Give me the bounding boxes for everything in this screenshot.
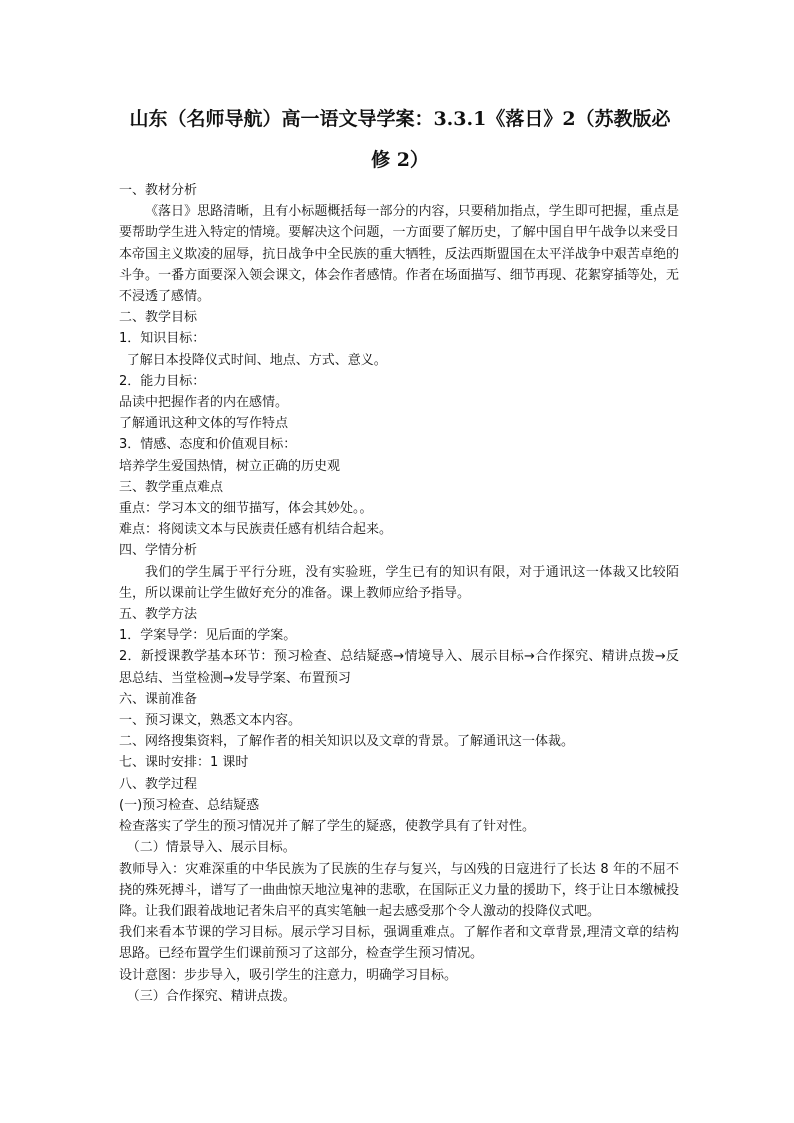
paragraph: 品读中把握作者的内在感情。: [119, 395, 289, 411]
paragraph: 难点：将阅读文本与民族责任感有机结合起来。: [119, 522, 393, 538]
paragraph: 了解通讯这种文体的写作特点: [119, 416, 289, 432]
paragraph: 了解日本投降仪式时间、地点、方式、意义。: [126, 352, 387, 368]
section-heading: 八、教学过程: [119, 776, 198, 792]
subheading: 2．能力目标：: [119, 373, 206, 389]
paragraph: 2．新授课教学基本环节：预习检查、总结疑惑→情境导入、展示目标→合作探究、精讲点拨→反思总结、当堂检测→发导学案、布置预习: [119, 649, 679, 686]
document-body: [119, 180, 679, 1007]
section-heading: 六、课前准备: [119, 691, 198, 707]
section-heading: 四、学情分析: [119, 543, 198, 559]
section-heading: 七、课时安排：1 课时: [119, 755, 249, 771]
subheading: 1．知识目标：: [119, 331, 206, 347]
paragraph: 我们的学生属于平行分班，没有实验班，学生已有的知识有限，对于通讯这一体裁又比较陌生，所以课前让学生做好充分的准备。课上教师应给予指导。: [119, 564, 679, 601]
paragraph: 二、网络搜集资料，了解作者的相关知识以及文章的背景。了解通讯这一体裁。: [119, 734, 575, 750]
subheading: （二）情景导入、展示目标。: [126, 840, 296, 856]
section-heading: 二、教学目标: [119, 310, 198, 326]
section-heading: 五、教学方法: [119, 607, 198, 623]
paragraph: 重点：学习本文的细节描写，体会其妙处。。: [119, 501, 373, 517]
subheading: （三）合作探究、精讲点拨。: [126, 988, 296, 1004]
section-heading: 三、教学重点难点: [119, 479, 224, 495]
paragraph: 1．学案导学：见后面的学案。: [119, 628, 297, 644]
paragraph: 教师导入：灾难深重的中华民族为了民族的生存与复兴，与凶残的日寇进行了长达 8 年的不屈不挠的殊死搏斗，谱写了一曲曲惊天地泣鬼神的悲歌，在国际正义力量的援助下，终于让日本缴械投降。让我们跟着战地记者朱启平的真实笔触一起去感受那个令人激动的投降仪式吧。: [119, 861, 679, 919]
paragraph: 设计意图：步步导入，吸引学生的注意力，明确学习目标。: [119, 967, 458, 983]
paragraph: 培养学生爱国热情，树立正确的历史观: [119, 458, 341, 474]
subheading: (一)预习检查、总结疑惑: [119, 797, 260, 813]
paragraph: 一、预习课文，熟悉文本内容。: [119, 713, 302, 729]
document-title-line-2: 修 2）: [371, 149, 429, 171]
document-title-line-1: 山东（名师导航）高一语文导学案：3.3.1《落日》2（苏教版必: [129, 108, 671, 130]
subheading: 3．情感、态度和价值观目标：: [119, 437, 297, 453]
section-heading: 一、教材分析: [119, 183, 198, 198]
paragraph: 检查落实了学生的预习情况并了解了学生的疑惑，使教学具有了针对性。: [119, 819, 536, 835]
paragraph: 我们来看本节课的学习目标。展示学习目标，强调重难点。了解作者和文章背景,理清文章的结构思路。已经布置学生们课前预习了这部分，检查学生预习情况。: [119, 925, 679, 962]
paragraph: 《落日》思路清晰，且有小标题概括每一部分的内容，只要稍加指点，学生即可把握，重点是要帮助学生进入特定的情境。要解决这个问题，一方面要了解历史，了解中国自甲午战争以来受日本帝国主义欺凌的屈辱，抗日战争中全民族的重大牺牲，反法西斯盟国在太平洋战争中艰苦卓绝的斗争。一番方面要深入领会课文，体会作者感情。作者在场面描写、细节再现、花絮穿插等处，无不浸透了感情。: [119, 204, 679, 305]
